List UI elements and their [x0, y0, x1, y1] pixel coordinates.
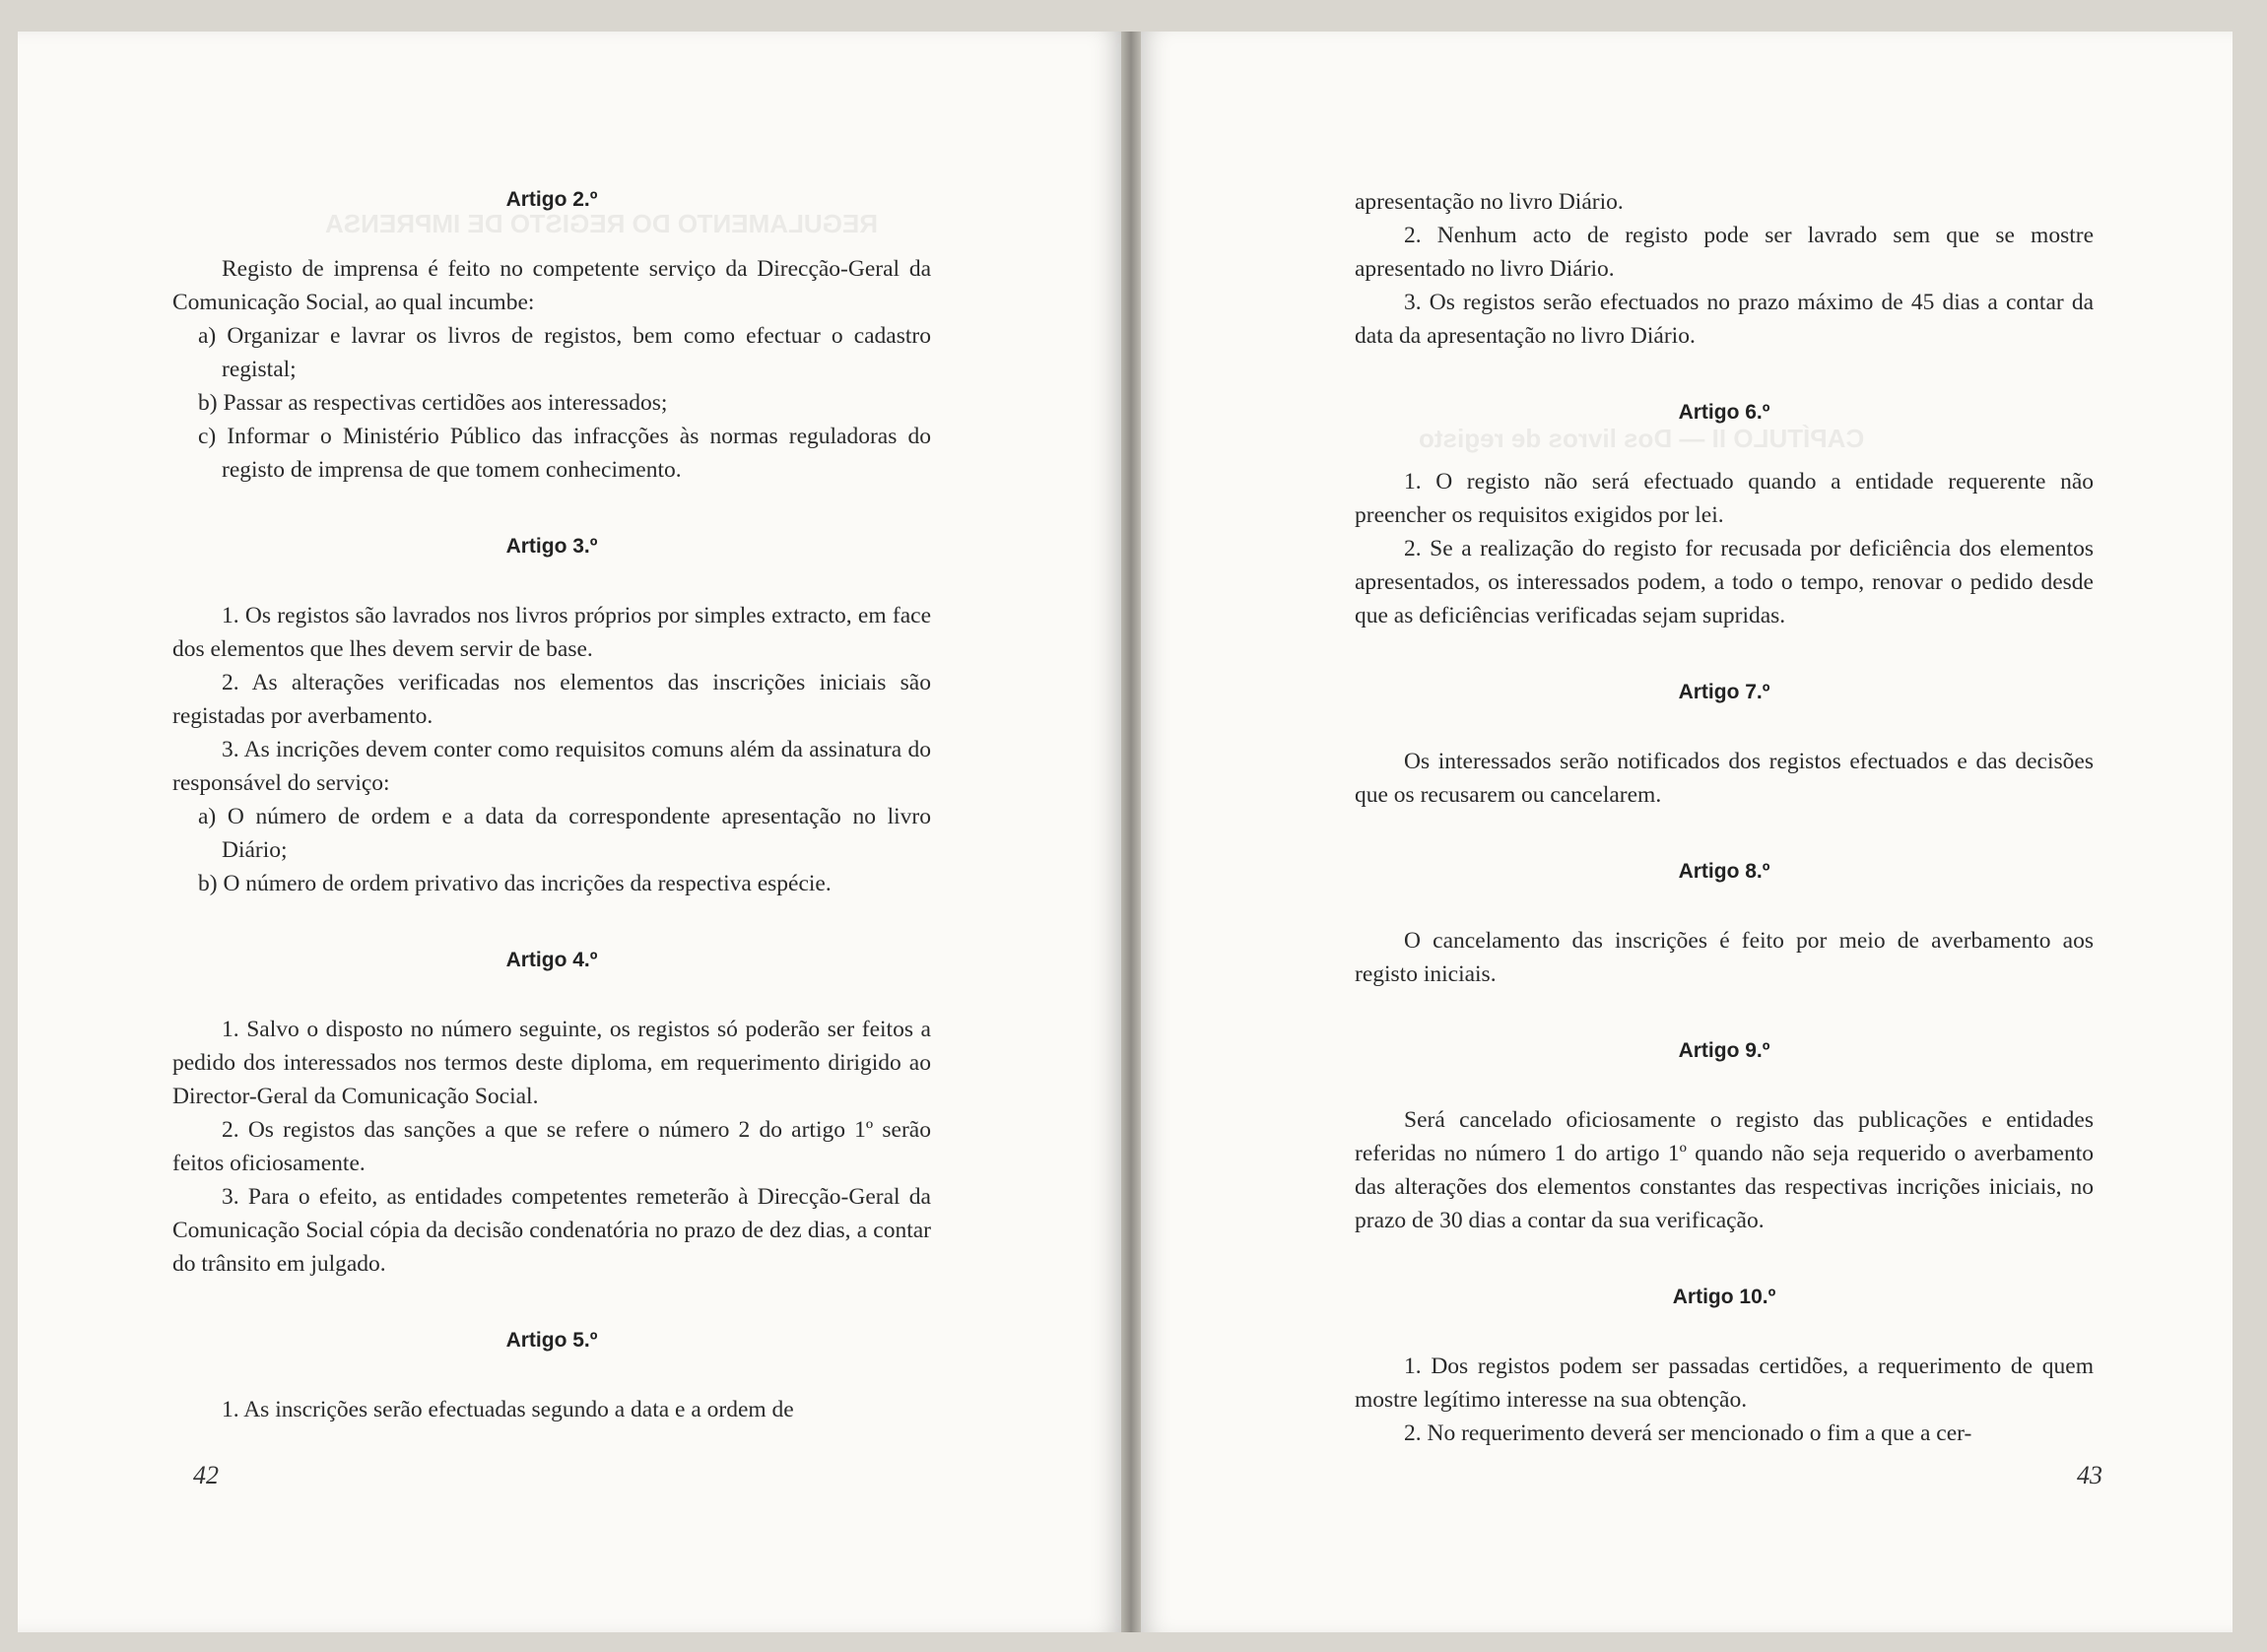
page-number: 43	[2077, 1461, 2102, 1489]
paragraph: 3. As incrições devem conter como requisitos comuns além da assinatura do responsável do serviço:	[172, 737, 931, 796]
list-item: a) O número de ordem e a data da correspondente apresentação no livro Diário;	[198, 804, 931, 863]
list-item: b) Passar as respectivas certidões aos interessados;	[198, 390, 668, 416]
article-heading: Artigo 10.º	[1672, 1286, 1776, 1308]
show-through-text: REGULAMENTO DO REGISTO DE IMPRENSA	[325, 209, 878, 238]
paragraph: apresentação no livro Diário.	[1355, 189, 1624, 215]
paragraph: 1. Salvo o disposto no número seguinte, os registos só poderão ser feitos a pedido dos interessados nos termos deste diploma, em requerimento dirigido ao Director-Geral da Comunicação Social.	[172, 1017, 931, 1109]
list-item: c) Informar o Ministério Público das infracções às normas reguladoras do registo de imprensa de que tomem conhecimento.	[198, 424, 931, 483]
paragraph: 2. Os registos das sanções a que se refere o número 2 do artigo 1º serão feitos oficiosamente.	[172, 1117, 931, 1176]
article-heading: Artigo 5.º	[505, 1329, 598, 1352]
paragraph: 3. Os registos serão efectuados no prazo máximo de 45 dias a contar da data da apresentação no livro Diário.	[1355, 290, 2094, 349]
article-heading: Artigo 4.º	[505, 949, 598, 971]
list-item: a) Organizar e lavrar os livros de registos, bem como efectuar o cadastro registal;	[198, 323, 931, 382]
article-heading: Artigo 8.º	[1678, 860, 1770, 883]
book-spine	[1121, 32, 1141, 1632]
paragraph: 1. As inscrições serão efectuadas segundo a data e a ordem de	[222, 1397, 794, 1422]
list-item: b) O número de ordem privativo das incrições da respectiva espécie.	[198, 871, 832, 896]
paragraph: 2. Nenhum acto de registo pode ser lavrado sem que se mostre apresentado no livro Diário.	[1355, 223, 2094, 282]
show-through-text: CAPÍTULO II — Dos livros de registo	[1419, 424, 1865, 453]
paragraph: Registo de imprensa é feito no competente serviço da Direcção-Geral da Comunicação Social, ao qual incumbe:	[172, 256, 931, 315]
right-text-column	[1355, 185, 2094, 1450]
left-text-column	[172, 183, 931, 1426]
article-heading: Artigo 3.º	[505, 535, 598, 558]
paragraph: 2. Se a realização do registo for recusada por deficiência dos elementos apresentados, os interessados podem, a todo o tempo, renovar o pedido desde que as deficiências verificadas sejam supridas.	[1355, 536, 2094, 628]
paragraph: 1. O registo não será efectuado quando a entidade requerente não preencher os requisitos exigidos por lei.	[1355, 469, 2094, 528]
article-heading: Artigo 9.º	[1678, 1039, 1770, 1062]
paragraph: Será cancelado oficiosamente o registo das publicações e entidades referidas no número 1 do artigo 1º quando não seja requerido o averbamento das alterações dos elementos constantes das respectivas incrições iniciais, no prazo de 30 dias a contar da sua verificação.	[1355, 1107, 2094, 1233]
paragraph: 2. As alterações verificadas nos elementos das inscrições iniciais são registadas por averbamento.	[172, 670, 931, 729]
paragraph: O cancelamento das inscrições é feito por meio de averbamento aos registo iniciais.	[1355, 928, 2094, 987]
article-heading: Artigo 2.º	[505, 188, 598, 211]
paragraph: 1. Os registos são lavrados nos livros próprios por simples extracto, em face dos elementos que lhes devem servir de base.	[172, 603, 931, 662]
paragraph: 1. Dos registos podem ser passadas certidões, a requerimento de quem mostre legítimo interesse na sua obtenção.	[1355, 1354, 2094, 1413]
article-heading: Artigo 7.º	[1678, 681, 1770, 703]
page-number: 42	[193, 1461, 219, 1489]
paragraph: Os interessados serão notificados dos registos efectuados e das decisões que os recusarem ou cancelarem.	[1355, 749, 2094, 808]
paragraph: 3. Para o efeito, as entidades competentes remeterão à Direcção-Geral da Comunicação Social cópia da decisão condenatória no prazo de dez dias, a contar do trânsito em julgado.	[172, 1184, 931, 1277]
paragraph: 2. No requerimento deverá ser mencionado o fim a que a cer-	[1404, 1421, 1972, 1446]
article-heading: Artigo 6.º	[1678, 401, 1770, 424]
